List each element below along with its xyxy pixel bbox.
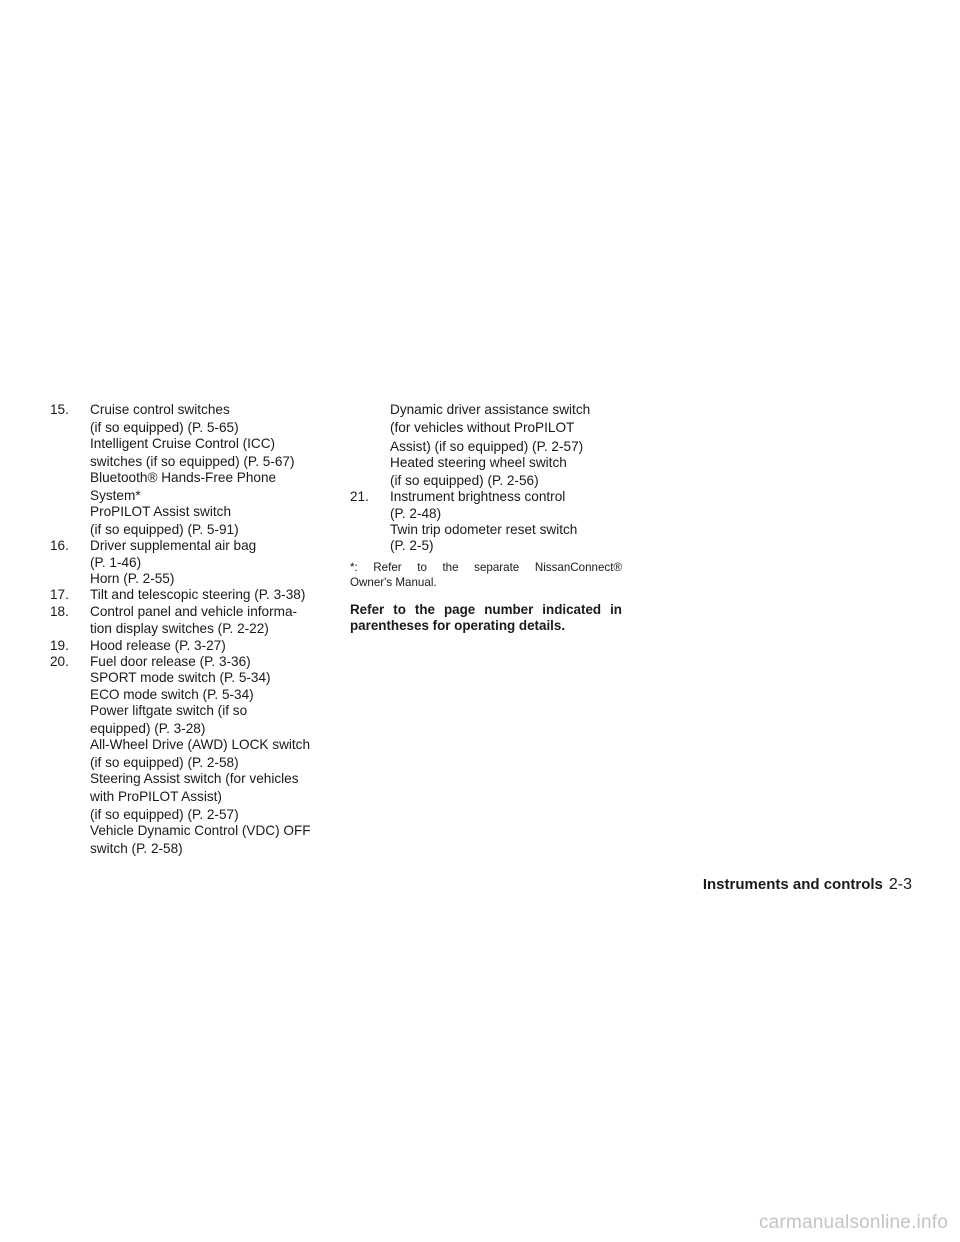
item-line: Fuel door release (P. 3-36) [90, 653, 251, 669]
page-footer [703, 876, 912, 894]
list-item-20-continued [350, 402, 622, 489]
item-line: Driver supplemental air bag [90, 538, 257, 554]
item-line: Bluetooth® Hands-Free Phone [90, 470, 277, 486]
item-line: SPORT mode switch (P. 5-34) [90, 670, 271, 686]
item-line: System* [90, 487, 141, 503]
item-line: All-Wheel Drive (AWD) LOCK switch [90, 736, 311, 752]
item-line: Hood release (P. 3-27) [90, 637, 226, 653]
item-line: (P. 2-5) [390, 538, 434, 554]
item-line: Intelligent Cruise Control (ICC) [90, 436, 276, 452]
list-item-18 [50, 604, 335, 638]
item-line: Cruise control switches [90, 402, 230, 417]
item-line: tion display switches (P. 2-22) [90, 621, 269, 637]
item-line: (if so equipped) (P. 5-65) [90, 419, 239, 435]
item-line: Steering Assist switch (for vehicles [90, 771, 299, 787]
item-line: ProPILOT Assist switch [90, 504, 232, 520]
item-line: (if so equipped) (P. 5-91) [90, 522, 239, 538]
note-line: Refer to the page number indicated in [350, 601, 622, 617]
item-line: (if so equipped) (P. 2-58) [90, 754, 239, 770]
item-number: 17. [50, 587, 69, 603]
right-column [350, 402, 622, 635]
left-column [50, 402, 335, 857]
item-line: with ProPILOT Assist) [90, 788, 222, 804]
item-line: equipped) (P. 3-28) [90, 720, 206, 736]
list-item-16 [50, 538, 335, 587]
page-number: 2-3 [888, 876, 912, 893]
item-line: switch (P. 2-58) [90, 840, 183, 856]
item-number: 15. [50, 402, 69, 417]
footnote [350, 560, 622, 590]
item-line: (if so equipped) (P. 2-57) [90, 806, 239, 822]
item-line: (P. 1-46) [90, 554, 142, 570]
item-line: Vehicle Dynamic Control (VDC) OFF [90, 822, 311, 838]
item-line: Control panel and vehicle informa- [90, 603, 298, 619]
item-number: 19. [50, 637, 69, 653]
watermark: carmanualsonline.info [758, 1212, 948, 1233]
list-item-20 [50, 654, 335, 857]
item-line: (P. 2-48) [390, 505, 442, 521]
footnote-line: Owner's Manual. [350, 575, 437, 589]
item-line: Horn (P. 2-55) [90, 570, 175, 586]
footnote-line: *: Refer to the separate NissanConnect® [350, 560, 622, 574]
item-line: Tilt and telescopic steering (P. 3-38) [90, 587, 306, 603]
item-line: Assist) (if so equipped) (P. 2-57) [390, 438, 584, 454]
item-number: 21. [350, 489, 369, 505]
item-line: (for vehicles without ProPILOT [390, 420, 575, 436]
item-line: Dynamic driver assistance switch [390, 402, 591, 417]
item-line: Twin trip odometer reset switch [390, 522, 578, 538]
operating-note [350, 602, 622, 635]
item-line: switches (if so equipped) (P. 5-67) [90, 453, 295, 469]
list-item-21 [350, 489, 622, 554]
section-title: Instruments and controls [702, 876, 883, 893]
list-item-19 [50, 638, 335, 654]
list-item-15 [50, 402, 335, 538]
note-line: parentheses for operating details. [350, 618, 566, 634]
item-line: Instrument brightness control [390, 489, 566, 505]
item-line: Power liftgate switch (if so [90, 702, 248, 718]
item-line: (if so equipped) (P. 2-56) [390, 473, 539, 489]
item-line: ECO mode switch (P. 5-34) [90, 686, 254, 702]
list-item-17 [50, 587, 335, 603]
item-line: Heated steering wheel switch [390, 454, 567, 470]
item-number: 16. [50, 538, 69, 554]
item-number: 20. [50, 653, 69, 669]
item-number: 18. [50, 603, 69, 619]
